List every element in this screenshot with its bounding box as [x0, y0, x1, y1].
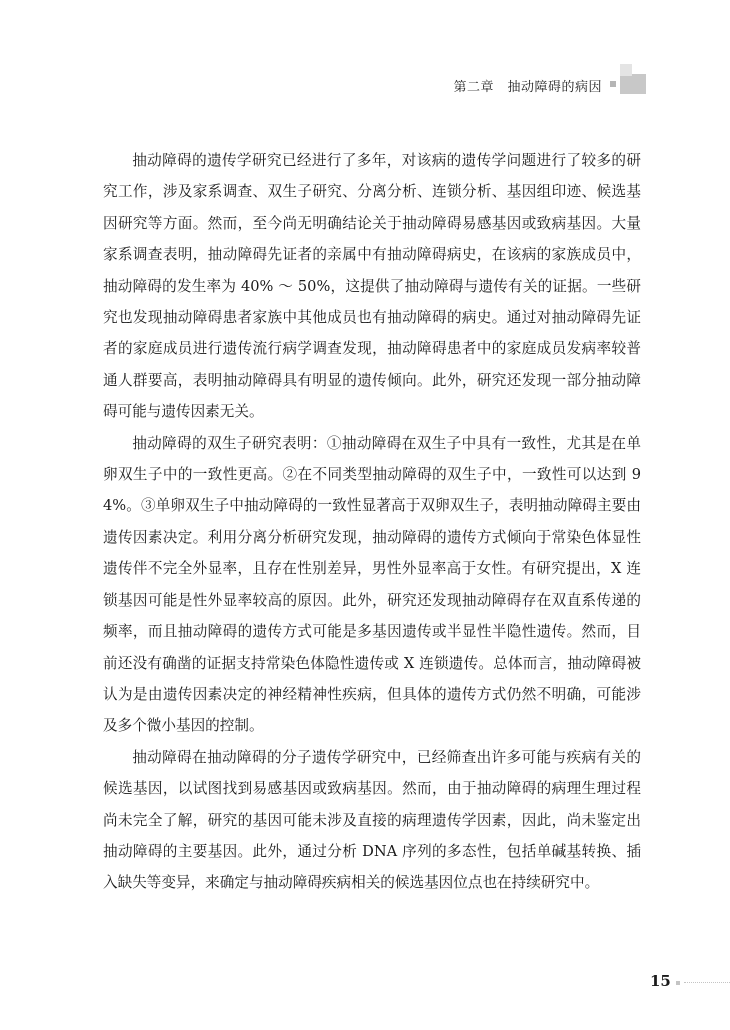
- footer-square-icon: [676, 981, 680, 985]
- paragraph-genetics-overview: 抽动障碍的遗传学研究已经进行了多年，对该病的遗传学问题进行了较多的研究工作，涉及家系调查、双生子研究、分离分析、连锁分析、基因组印迹、候选基因研究等方面。然而，至今尚无明确结论关于抽动障碍易感基因或致病基因。大量家系调查表明，抽动障碍先证者的亲属中有抽动障碍病史，在该病的家族成员中，抽动障碍的发生率为 40% ～ 50%，这提供了抽动障碍与遗传有关的证据。一些研究也发现抽动障碍患者家族中其他成员也有抽动障碍的病史。通过对抽动障碍先证者的家庭成员进行遗传流行病学调查发现，抽动障碍患者中的家庭成员发病率较普通人群要高，表明抽动障碍具有明显的遗传倾向。此外，研究还发现一部分抽动障碍可能与遗传因素无关。: [103, 152, 641, 421]
- header-blocks-icon: [620, 64, 646, 94]
- paragraph-molecular-genetics: 抽动障碍在抽动障碍的分子遗传学研究中，已经筛查出许多可能与疾病有关的候选基因，以试图找到易感基因或致病基因。然而，由于抽动障碍的病理生理过程尚未完全了解，研究的基因可能未涉及直接的病理遗传学因素，因此，尚未鉴定出抽动障碍的主要基因。此外，通过分析 DNA 序列的多态性，包括单碱基转换、插入缺失等变异，来确定与抽动障碍疾病相关的候选基因位点也在持续研究中。: [103, 748, 641, 892]
- page-footer: [0, 960, 730, 1000]
- paragraph-twin-studies: 抽动障碍的双生子研究表明：①抽动障碍在双生子中具有一致性，尤其是在单卵双生子中的一致性更高。②在不同类型抽动障碍的双生子中，一致性可以达到 94%。③单卵双生子中抽动障碍的一致性显著高于双卵双生子，表明抽动障碍主要由遗传因素决定。利用分离分析研究发现，抽动障碍的遗传方式倾向于常染色体显性遗传伴不完全外显率，且存在性别差异，男性外显率高于女性。有研究提出，X 连锁基因可能是性外显率较高的原因。此外，研究还发现抽动障碍存在双直系传递的频率，而且抽动障碍的遗传方式可能是多基因遗传或半显性半隐性遗传。然而，目前还没有确凿的证据支持常染色体隐性遗传或 X 连锁遗传。总体而言，抽动障碍被认为是由遗传因素决定的神经精神性疾病，但具体的遗传方式仍然不明确，可能涉及多个微小基因的控制。: [103, 434, 641, 735]
- chapter-title: 第二章 抽动障碍的病因: [453, 80, 602, 95]
- header-square-icon: [610, 81, 616, 87]
- footer-dotted-line: [684, 982, 730, 983]
- page-header: [0, 0, 730, 100]
- body-text: [103, 145, 641, 899]
- page-number: 15: [650, 972, 671, 990]
